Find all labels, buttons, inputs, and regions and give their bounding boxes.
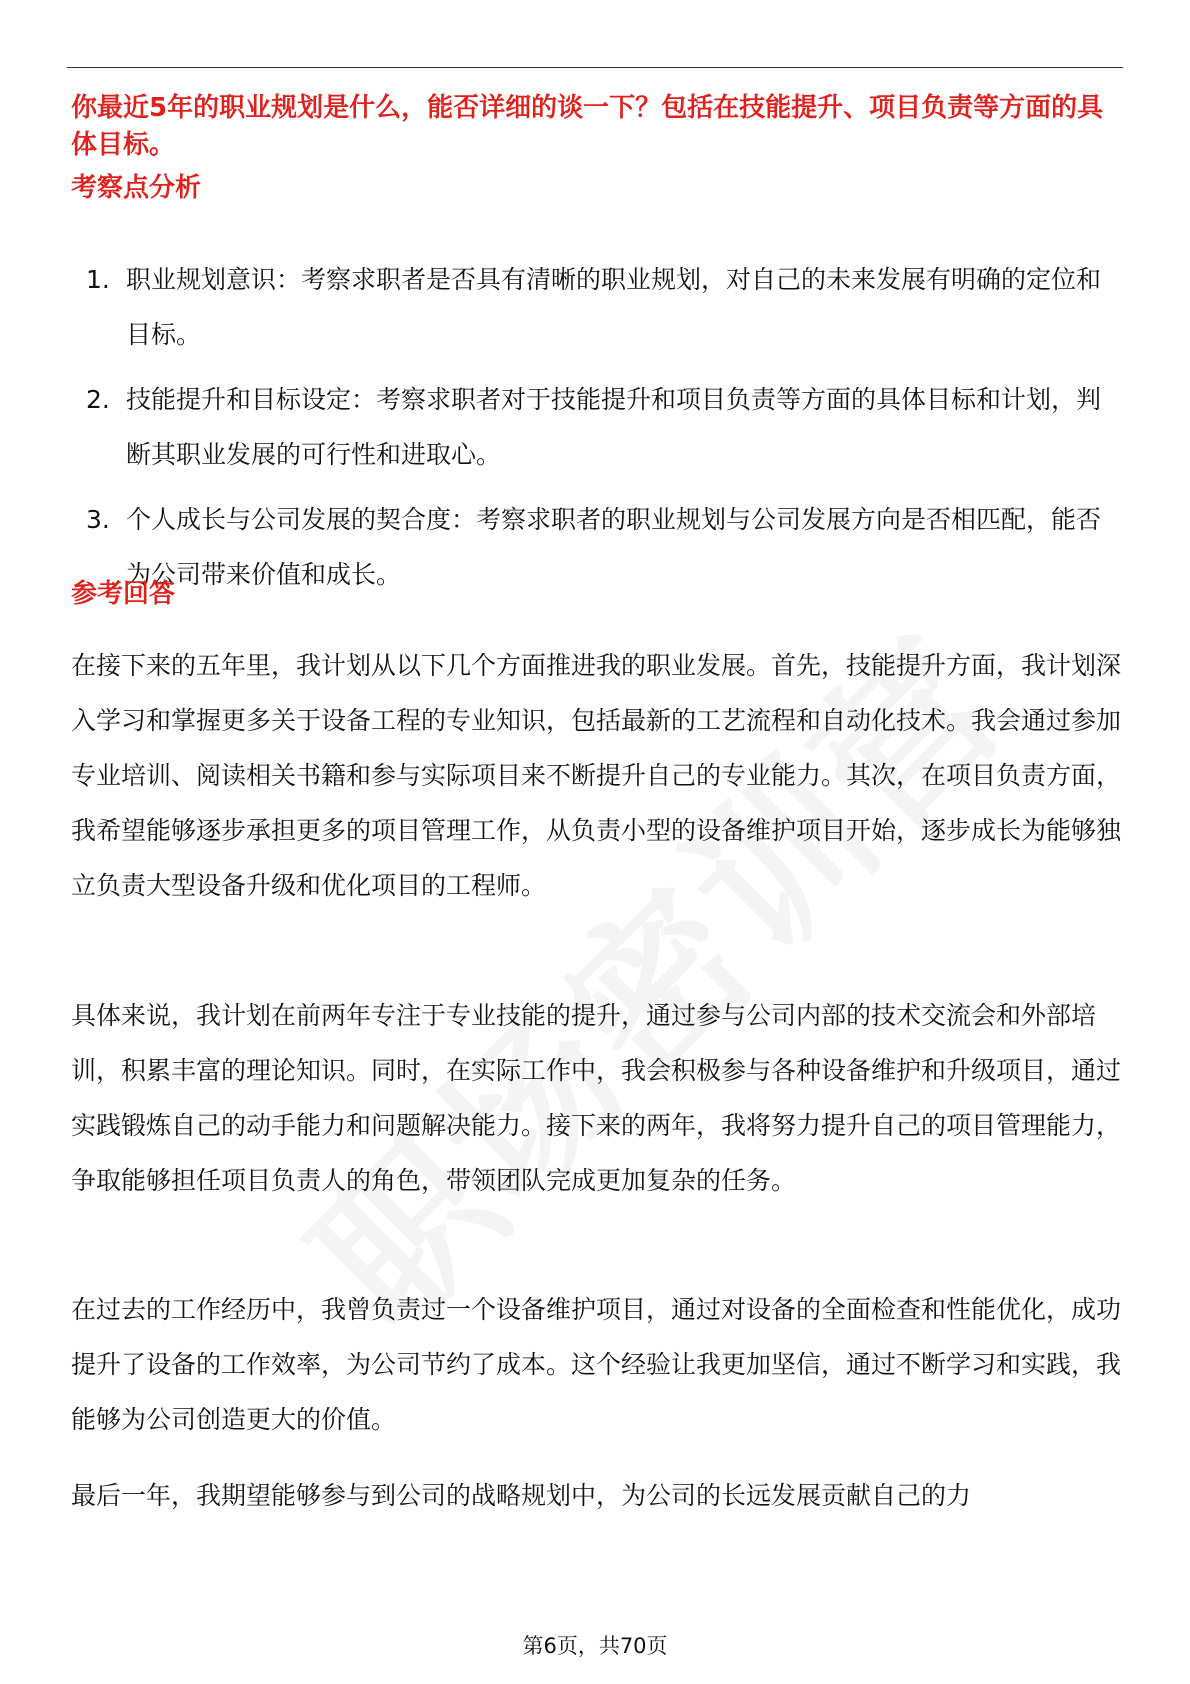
list-item-text: 技能提升和目标设定：考察求职者对于技能提升和项目负责等方面的具体目标和计划，判断其职业发展的可行性和进取心。: [126, 385, 1102, 469]
list-item-text: 个人成长与公司发展的契合度：考察求职者的职业规划与公司发展方向是否相匹配，能否为公司带来价值和成长。: [126, 505, 1102, 589]
answer-paragraph: 在接下来的五年里，我计划从以下几个方面推进我的职业发展。首先，技能提升方面，我计划深入学习和掌握更多关于设备工程的专业知识，包括最新的工艺流程和自动化技术。我会通过参加专业培训、阅读相关书籍和参与实际项目来不断提升自己的专业能力。其次，在项目负责方面，我希望能够逐步承担更多的项目管理工作，从负责小型的设备维护项目开始，逐步成长为能够独立负责大型设备升级和优化项目的工程师。: [71, 651, 1122, 900]
answer-paragraph: 具体来说，我计划在前两年专注于专业技能的提升，通过参与公司内部的技术交流会和外部培训，积累丰富的理论知识。同时，在实际工作中，我会积极参与各种设备维护和升级项目，通过实践锻炼自己的动手能力和问题解决能力。接下来的两年，我将努力提升自己的项目管理能力，争取能够担任项目负责人的角色，带领团队完成更加复杂的任务。: [71, 1001, 1122, 1195]
analysis-list: [71, 252, 1121, 612]
answer-paragraph: 在过去的工作经历中，我曾负责过一个设备维护项目，通过对设备的全面检查和性能优化，成功提升了设备的工作效率，为公司节约了成本。这个经验让我更加坚信，通过不断学习和实践，我能够为公司创造更大的价值。: [71, 1295, 1122, 1434]
list-item: [71, 372, 1121, 482]
list-item-number: 3.: [86, 505, 110, 534]
list-item-number: 2.: [86, 385, 110, 414]
list-item: [71, 252, 1121, 362]
list-item-text: 职业规划意识：考察求职者是否具有清晰的职业规划，对自己的未来发展有明确的定位和目标。: [126, 265, 1102, 349]
question-title: 你最近5年的职业规划是什么，能否详细的谈一下？包括在技能提升、项目负责等方面的具体目标。: [71, 93, 1104, 160]
analysis-heading: 考察点分析: [71, 173, 202, 203]
list-item: [71, 492, 1121, 602]
top-divider: [67, 67, 1123, 68]
list-item-number: 1.: [86, 265, 110, 294]
page-number: 第6页，共70页: [522, 1634, 668, 1658]
answer-paragraph: 最后一年，我期望能够参与到公司的战略规划中，为公司的长远发展贡献自己的力: [71, 1481, 972, 1510]
answer-heading: 参考回答: [71, 579, 176, 609]
